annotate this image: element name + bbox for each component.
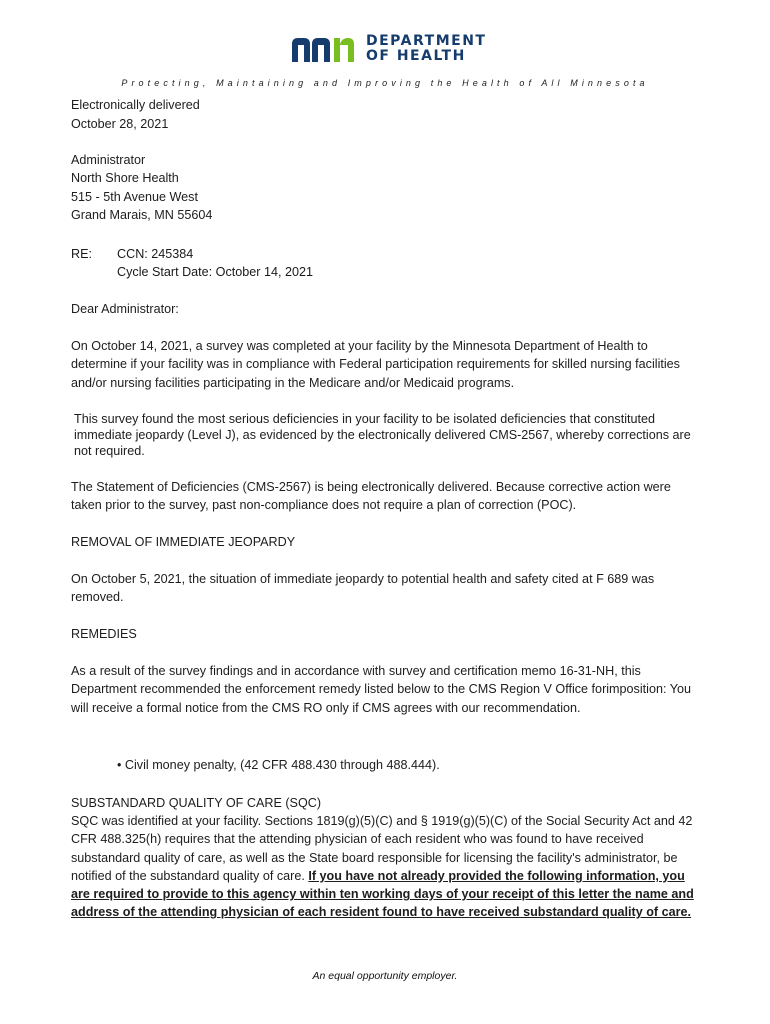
paragraph-findings: This survey found the most serious deficiencies in your facility to be isolated deficiencies that constituted immediate jeopardy (Level J), as evidenced by the electronically delivered CMS-2567, whereby corrections are not required. [74,412,691,459]
address-line: Administrator [71,153,146,167]
heading-sqc: SUBSTANDARD QUALITY OF CARE (SQC) [71,796,322,810]
remedy-bullet: • Civil money penalty, (42 CFR 488.430 through 488.444). [117,758,440,772]
logo-line-2: OF HEALTH [366,48,466,64]
letter-date: October 28, 2021 [71,117,169,131]
re-details [117,245,313,282]
re-cycle-date: Cycle Start Date: October 14, 2021 [117,265,314,280]
paragraph-remedies: As a result of the survey findings and in accordance with survey and certification memo 16-31-NH, this Department recommended the enforcement remedy listed below to the CMS Region V Office forimposition: You will receive a formal notice from the CMS RO only if CMS agrees with our recommendation. [71,664,691,715]
sqc-requirement: If you have not already provided the following information, you are required to provide to this agency within ten working days of your receipt of this letter the name and address of the attending physician of each resident found to have received substandard quality of care. [71,868,694,920]
address-line: Grand Marais, MN 55604 [71,207,213,222]
heading-remedies: REMEDIES [71,627,137,641]
paragraph-sqc [71,812,701,922]
salutation: Dear Administrator: [71,302,179,316]
logo-wordmark [366,34,486,64]
footer-note: An equal opportunity employer. [312,970,458,982]
paragraph-removal: On October 5, 2021, the situation of immediate jeopardy to potential health and safety cited at F 689 was removed. [71,572,655,605]
address-line: North Shore Health [71,171,179,186]
heading-removal: REMOVAL OF IMMEDIATE JEOPARDY [71,535,296,549]
mdh-logo [290,34,486,64]
tagline: Protecting, Maintaining and Improving the Health of All Minnesota [121,78,649,88]
delivery-line: Electronically delivered [71,98,200,112]
logo-line-1: DEPARTMENT [366,33,487,49]
paragraph-statement: The Statement of Deficiencies (CMS-2567) is being electronically delivered. Because corrective action were taken prior to the survey, past non-compliance does not require a plan of correction (POC). [71,480,671,512]
mn-logo-icon [290,34,356,64]
re-label: RE: [71,247,92,261]
sqc-text: SQC was identified at your facility. Sections 1819(g)(5)(C) and § 1919(g)(5)(C) of the Social Security Act and 42 CFR 488.325(h) requires that the attending physician of each resident who was found to have received substandard quality of care, as well as the State board responsible for licensing the facility's administrator, be notified of the substandard quality of care. [71,814,693,883]
address-block [71,151,212,224]
paragraph-survey: On October 14, 2021, a survey was completed at your facility by the Minnesota Department of Health to determine if your facility was in compliance with Federal participation requirements for skilled nursing facilities and/or nursing facilities participating in the Medicare and/or Medicaid programs. [71,339,680,390]
address-line: 515 - 5th Avenue West [71,189,198,204]
re-ccn: CCN: 245384 [117,247,194,261]
